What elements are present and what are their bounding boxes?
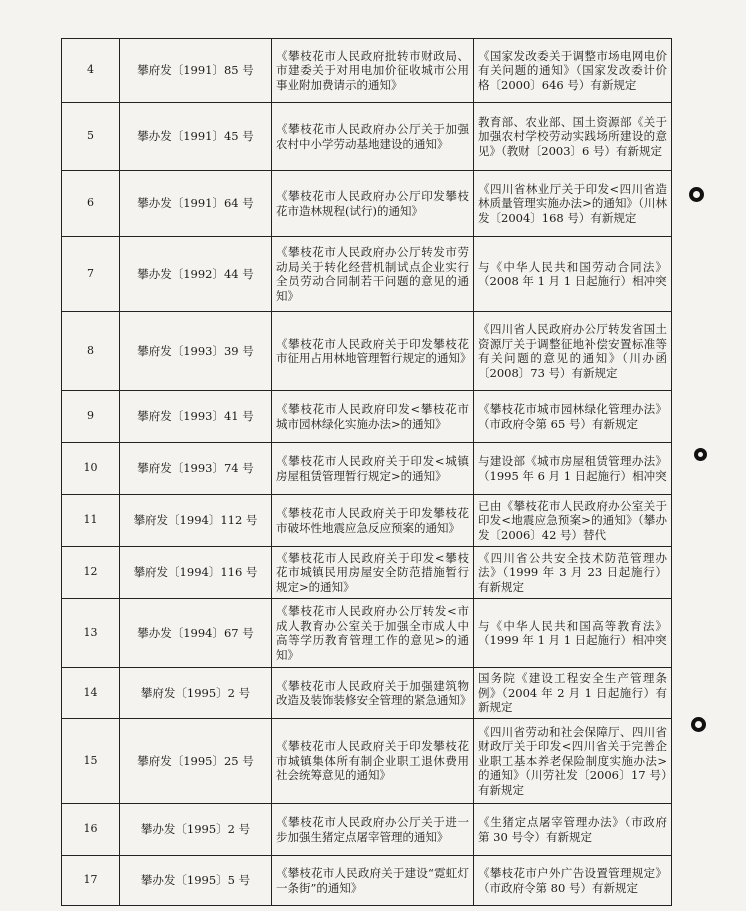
- repeal-reason: 国务院《建设工程安全生产管理条例》（2004 年 2 月 1 日起施行）有新规定: [474, 668, 672, 719]
- table-row: [62, 856, 672, 906]
- document-number: 攀办发〔1995〕5 号: [120, 856, 272, 906]
- table-row: [62, 391, 672, 443]
- repeal-reason: 《攀枝花市城市园林绿化管理办法》（市政府令第 65 号）有新规定: [474, 391, 672, 443]
- repeal-reason: 教育部、农业部、国土资源部《关于加强农村学校劳动实践场所建设的意见》（教财〔2003〕6 号）有新规定: [474, 103, 672, 171]
- document-number: 攀办发〔1992〕44 号: [120, 237, 272, 312]
- table-row: [62, 103, 672, 171]
- row-number: 4: [62, 39, 120, 103]
- table-row: [62, 547, 672, 599]
- table-row: [62, 312, 672, 391]
- document-title: 《攀枝花市人民政府办公厅关于加强农村中小学劳动基地建设的通知》: [272, 103, 474, 171]
- repeal-reason: 与《中华人民共和国劳动合同法》（2008 年 1 月 1 日起施行）相冲突: [474, 237, 672, 312]
- repeal-reason: 《生猪定点屠宰管理办法》（市政府第 30 号令）有新规定: [474, 804, 672, 856]
- document-title: 《攀枝花市人民政府批转市财政局、市建委关于对用电加价征收城市公用事业附加费请示的通知》: [272, 39, 474, 103]
- table-row: [62, 495, 672, 547]
- document-title: 《攀枝花市人民政府办公厅转发市劳动局关于转化经营机制试点企业实行全员劳动合同制若干问题的意见的通知》: [272, 237, 474, 312]
- repeal-reason: 与《中华人民共和国高等教育法》（1999 年 1 月 1 日起施行）相冲突: [474, 599, 672, 668]
- row-number: 9: [62, 391, 120, 443]
- row-number: 11: [62, 495, 120, 547]
- table-row: [62, 668, 672, 719]
- repeal-reason: 《四川省人民政府办公厅转发省国土资源厅关于调整征地补偿安置标准等有关问题的意见的通知》（川办函〔2008〕73 号）有新规定: [474, 312, 672, 391]
- document-page: [61, 38, 672, 906]
- repeal-reason: 《四川省公共安全技术防范管理办法》（1999 年 3 月 23 日起施行）有新规定: [474, 547, 672, 599]
- table-row: [62, 39, 672, 103]
- repeal-reason: 已由《攀枝花市人民政府办公室关于印发<地震应急预案>的通知》（攀办发〔2006〕42 号）替代: [474, 495, 672, 547]
- document-title: 《攀枝花市人民政府办公厅转发<市成人教育办公室关于加强全市成人中高等学历教育管理工作的意见>的通知》: [272, 599, 474, 668]
- repealed-documents-table: [61, 38, 672, 906]
- repeal-reason: 《国家发改委关于调整市场电网电价有关问题的通知》（国家发改委计价格〔2000〕646 号）有新规定: [474, 39, 672, 103]
- repeal-reason: 《四川省林业厅关于印发<四川省造林质量管理实施办法>的通知》（川林发〔2004〕168 号）有新规定: [474, 171, 672, 237]
- document-title: 《攀枝花市人民政府关于建设“霓虹灯一条街”的通知》: [272, 856, 474, 906]
- row-number: 7: [62, 237, 120, 312]
- document-number: 攀府发〔1995〕2 号: [120, 668, 272, 719]
- repeal-reason: 《四川省劳动和社会保障厅、四川省财政厅关于印发<四川省关于完善企业职工基本养老保险制度实施办法>的通知》（川劳社发〔2006〕17 号）有新规定: [474, 719, 672, 804]
- document-title: 《攀枝花市人民政府关于印发<城镇房屋租赁管理暂行规定>的通知》: [272, 443, 474, 495]
- table-row: [62, 237, 672, 312]
- document-title: 《攀枝花市人民政府办公厅关于进一步加强生猪定点屠宰管理的通知》: [272, 804, 474, 856]
- row-number: 15: [62, 719, 120, 804]
- row-number: 16: [62, 804, 120, 856]
- table-row: [62, 599, 672, 668]
- document-number: 攀府发〔1995〕25 号: [120, 719, 272, 804]
- document-title: 《攀枝花市人民政府关于加强建筑物改造及装饰装修安全管理的紧急通知》: [272, 668, 474, 719]
- document-number: 攀办发〔1995〕2 号: [120, 804, 272, 856]
- table-row: [62, 171, 672, 237]
- table-row: [62, 804, 672, 856]
- document-title: 《攀枝花市人民政府关于印发攀枝花市城镇集体所有制企业职工退休费用社会统筹意见的通知》: [272, 719, 474, 804]
- document-number: 攀府发〔1993〕74 号: [120, 443, 272, 495]
- punch-hole-icon: [694, 448, 707, 461]
- row-number: 12: [62, 547, 120, 599]
- row-number: 13: [62, 599, 120, 668]
- document-number: 攀府发〔1993〕39 号: [120, 312, 272, 391]
- document-title: 《攀枝花市人民政府关于印发攀枝花市征用占用林地管理暂行规定的通知》: [272, 312, 474, 391]
- document-number: 攀办发〔1991〕45 号: [120, 103, 272, 171]
- document-title: 《攀枝花市人民政府关于印发<攀枝花市城镇民用房屋安全防范措施暂行规定>的通知》: [272, 547, 474, 599]
- row-number: 10: [62, 443, 120, 495]
- document-number: 攀办发〔1994〕67 号: [120, 599, 272, 668]
- repeal-reason: 《攀枝花市户外广告设置管理规定》（市政府令第 80 号）有新规定: [474, 856, 672, 906]
- repeal-reason: 与建设部《城市房屋租赁管理办法》（1995 年 6 月 1 日起施行）相冲突: [474, 443, 672, 495]
- document-title: 《攀枝花市人民政府印发<攀枝花市城市园林绿化实施办法>的通知》: [272, 391, 474, 443]
- document-number: 攀府发〔1993〕41 号: [120, 391, 272, 443]
- document-title: 《攀枝花市人民政府办公厅印发攀枝花市造林规程(试行)的通知》: [272, 171, 474, 237]
- row-number: 8: [62, 312, 120, 391]
- document-number: 攀府发〔1994〕116 号: [120, 547, 272, 599]
- document-title: 《攀枝花市人民政府关于印发攀枝花市破坏性地震应急反应预案的通知》: [272, 495, 474, 547]
- table-row: [62, 443, 672, 495]
- table-row: [62, 719, 672, 804]
- row-number: 5: [62, 103, 120, 171]
- document-number: 攀府发〔1994〕112 号: [120, 495, 272, 547]
- row-number: 6: [62, 171, 120, 237]
- punch-hole-icon: [689, 187, 704, 202]
- row-number: 17: [62, 856, 120, 906]
- document-number: 攀府发〔1991〕85 号: [120, 39, 272, 103]
- row-number: 14: [62, 668, 120, 719]
- punch-hole-icon: [691, 717, 706, 732]
- document-number: 攀办发〔1991〕64 号: [120, 171, 272, 237]
